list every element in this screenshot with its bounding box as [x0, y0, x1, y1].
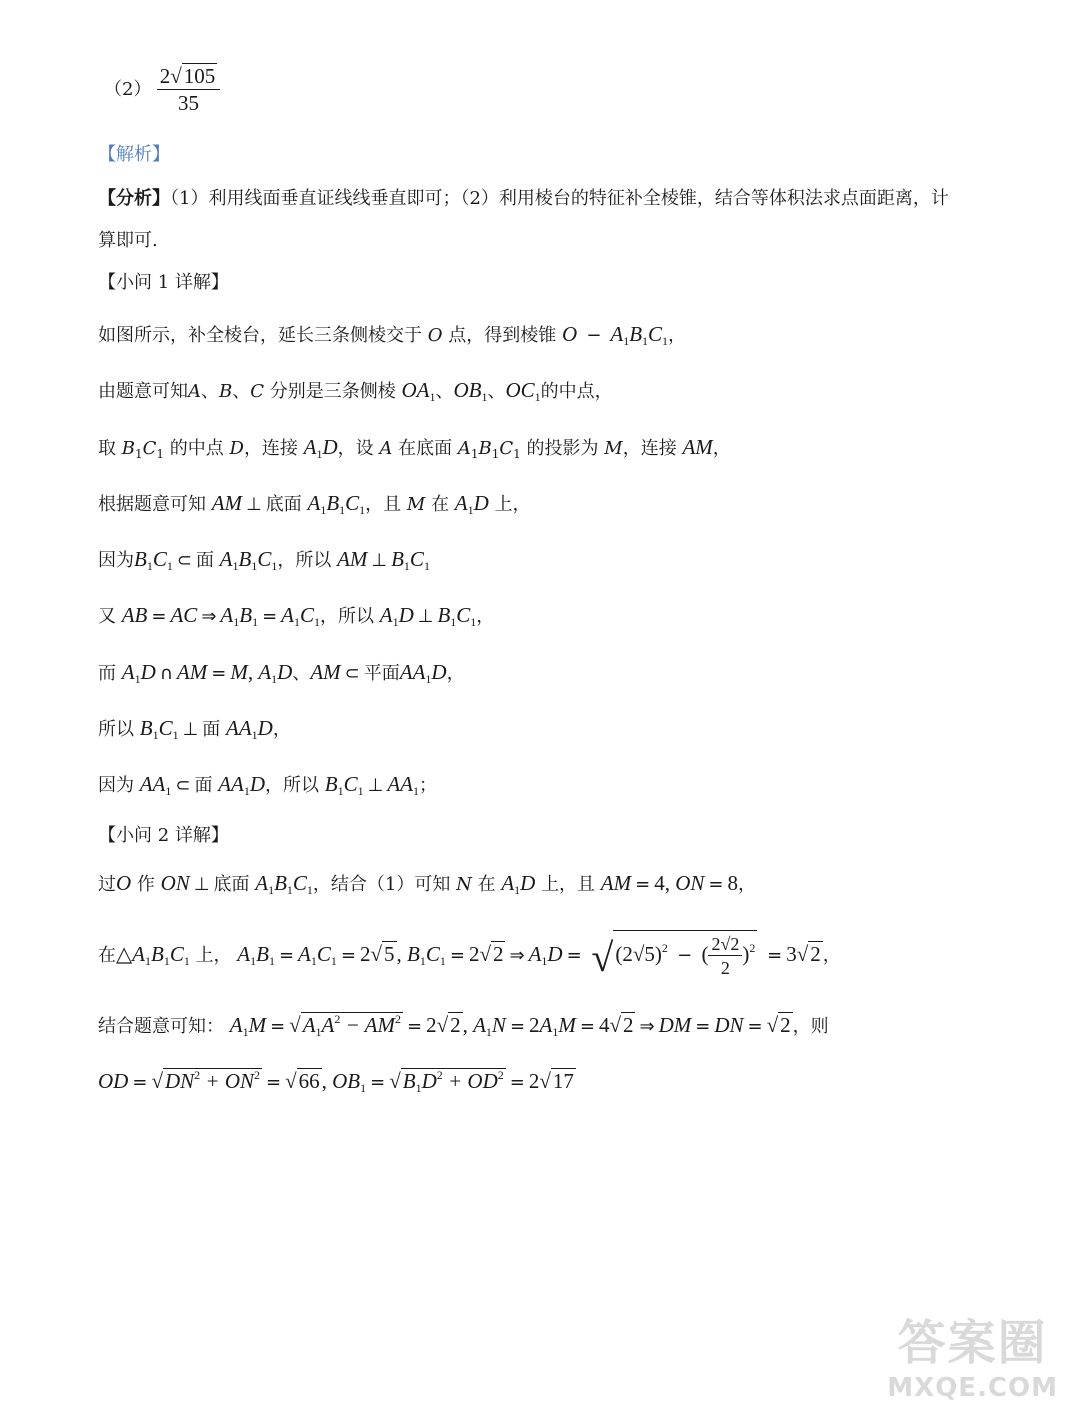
watermark-logo [887, 1304, 1058, 1403]
solution-line-5: 因为$B_1C_1$ ⊂ 面 $A_1B_1C_1$，所以 AM ⊥ $B_1C_1$ [98, 547, 430, 573]
solution-q-line-3: 结合题意可知： $A_1M = √A_1A^2 - AM^2 = 2√2$, $A_1N = 2A_1M = 4√2$ ⇒ DM = DN = √2 ，则 [98, 1012, 829, 1039]
solution-line-2: 由题意可知A、B、C 分别是三条侧棱 $OA_1$、$OB_1$、$OC_1$的中点， [98, 378, 613, 404]
analysis-tag: 【分析】 [98, 188, 170, 209]
watermark-url: MXQE.COM [887, 1373, 1058, 1403]
solution-line-7: 而 $A_1D$ ∩ AM = M, $A_1D$、AM ⊂ 平面$AA_1D$， [98, 660, 465, 686]
answer-2-fraction: $\frac{2√105}{35}$ [157, 66, 221, 114]
solution-line-4: 根据题意可知 AM ⊥ 底面 $A_1B_1C_1$，且 M 在 $A_1D$ 上， [98, 491, 531, 517]
analysis-line-1: 【分析】（1）利用线面垂直证线线垂直即可；（2）利用棱台的特征补全棱锥，结合等体积法求点面距离，计 [98, 188, 949, 209]
solution-q-line-1: 过O 作 ON ⊥ 底面 $A_1B_1C_1$，结合（1）可知 N 在 $A_1D$ 上，且 AM = 4, ON = 8， [98, 871, 756, 897]
watermark-title: 答案圈 [897, 1315, 1048, 1371]
part2-label: 【小问 2 详解】 [98, 825, 229, 846]
solution-line-1: 如图所示，补全棱台，延长三条侧棱交于 O 点，得到棱锥 $O - A_1B_1C_1$， [98, 322, 687, 348]
solution-line-9: 因为 $AA_1$ ⊂ 面 $AA_1D$，所以 $B_1C_1$ ⊥ $AA_1$； [98, 772, 437, 798]
answer-2-label: （2） [104, 78, 152, 100]
solution-line-3: 取 $B_1C_1$ 的中点 D，连接 $A_1D$，设 A 在底面 $A_1B_1C_1$ 的投影为 M，连接 AM， [98, 435, 731, 461]
solution-q-line-2: 在$\triangle A_1B_1C_1$ 上， $A_1B_1 = A_1C_1 = 2√5$, $B_1C_1 = 2√2$ ⇒ $A_1D = √(2√5)^2$ − ( $\frac{2√2}{2}$ )$^2$ = 3√2 ， [98, 930, 841, 978]
section-label-jiexi: 【解析】 [98, 144, 170, 165]
analysis-line-2: 算即可. [98, 230, 158, 251]
solution-line-8: 所以 $B_1C_1$ ⊥ 面 $AA_1D$， [98, 716, 291, 742]
answer-2 [104, 66, 220, 114]
solution-q-line-4: OD = $√DN^2 + ON^2 = √66$, $OB_1 = √B_1D^2 + OD^2 = 2√17$ [98, 1068, 574, 1095]
part1-label: 【小问 1 详解】 [98, 272, 229, 293]
solution-line-6: 又 AB = AC ⇒ $A_1B_1 = A_1C_1$，所以 $A_1D$ ⊥ $B_1C_1$， [98, 603, 495, 629]
